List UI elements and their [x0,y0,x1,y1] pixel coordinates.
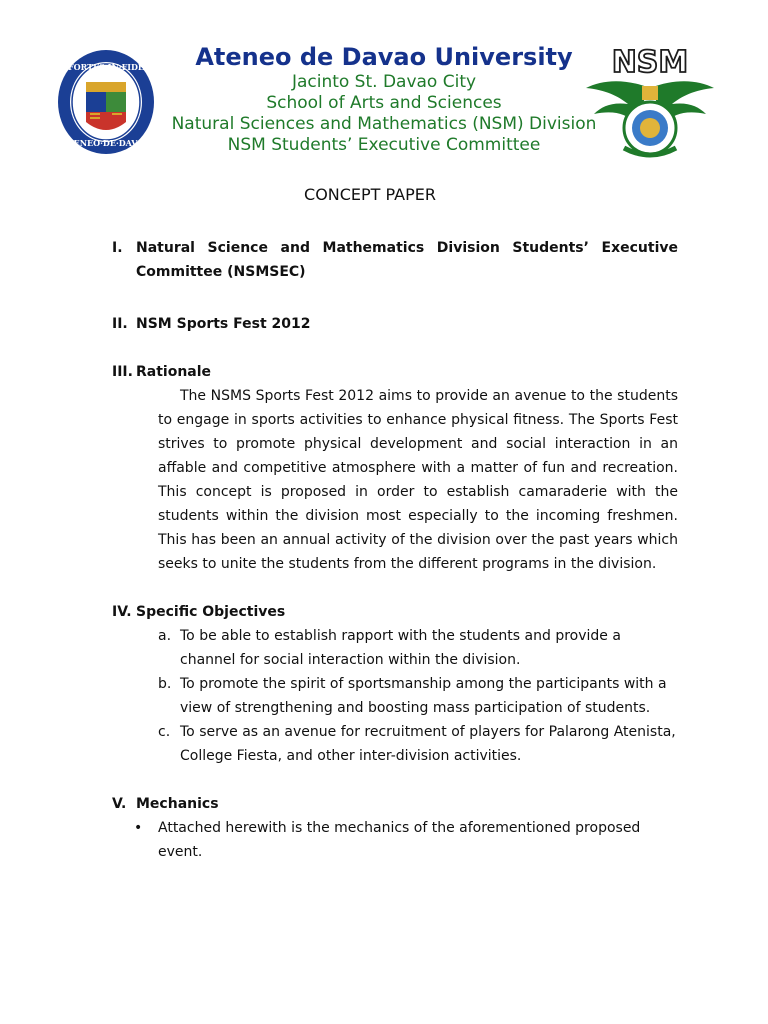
section-title: NSM Sports Fest 2012 [136,316,311,332]
section-4-heading [112,600,678,624]
rationale-paragraph [112,384,678,576]
document-title: CONCEPT PAPER [304,185,436,204]
section-title: Rationale [136,364,212,380]
objectives-list [112,624,678,768]
section-3-heading [112,360,678,384]
rationale-text: The NSMS Sports Fest 2012 aims to provide an avenue to the students to engage in sports activities to enhance physical fitness. The Sports Fest strives to promote physical development and social interaction in an affable and competitive atmosphere with a matter of fun and recreation. This concept is proposed in order to establish camaraderie with the students within the division most especially to the incoming freshmen. This has been an annual activity of the division over the past years which seeks to unite the students from the different programs in the division. [158,388,678,572]
section-title-line-2: Committee (NSMSEC) [136,264,306,280]
division-line: Natural Sciences and Mathematics (NSM) Division [171,114,597,134]
list-item-text: To be able to establish rapport with the students and provide a channel for social interaction within the division. [180,628,621,668]
list-item-text: To serve as an avenue for recruitment of players for Palarong Atenista, College Fiesta, and other inter-division activities. [180,724,676,764]
university-name: Ateneo de Davao University [195,43,573,71]
nsm-emblem-logo [584,44,716,160]
section-title: Mechanics [136,796,219,812]
mechanics-text: Attached herewith is the mechanics of the aforementioned proposed event. [158,820,641,860]
section-2-heading [112,312,678,336]
school-line: School of Arts and Sciences [266,93,502,113]
svg-text:FORTES·IN·FIDE: FORTES·IN·FIDE [67,62,145,72]
section-number: II. [112,316,128,332]
committee-line: NSM Students’ Executive Committee [227,135,541,155]
section-1-heading [112,236,678,284]
address-line: Jacinto St. Davao City [291,72,477,92]
list-marker: c. [158,724,171,740]
list-item [158,720,678,768]
list-item [158,624,678,672]
section-number: V. [112,796,127,812]
letterhead [0,0,768,170]
list-item [158,672,678,720]
svg-text:NSM: NSM [611,45,689,80]
section-title: Specific Objectives [136,604,286,620]
list-marker: b. [158,676,172,692]
list-marker: a. [158,628,172,644]
section-title-line-1: Natural Science and Mathematics Division Students’ Executive [136,240,678,256]
ateneo-seal-logo [56,48,156,156]
section-number: IV. [112,604,132,620]
section-number: III. [112,364,133,380]
svg-text:ATENEO·DE·DAVAO: ATENEO·DE·DAVAO [61,138,151,148]
letterhead-text [150,42,618,156]
list-item-text: To promote the spirit of sportsmanship among the participants with a view of strengthening and boosting mass participation of students. [180,676,667,716]
section-5-heading [112,792,678,816]
bullet-marker: • [134,820,143,836]
mechanics-bullet [112,816,678,864]
section-number: I. [112,240,123,256]
document-body [112,236,678,864]
